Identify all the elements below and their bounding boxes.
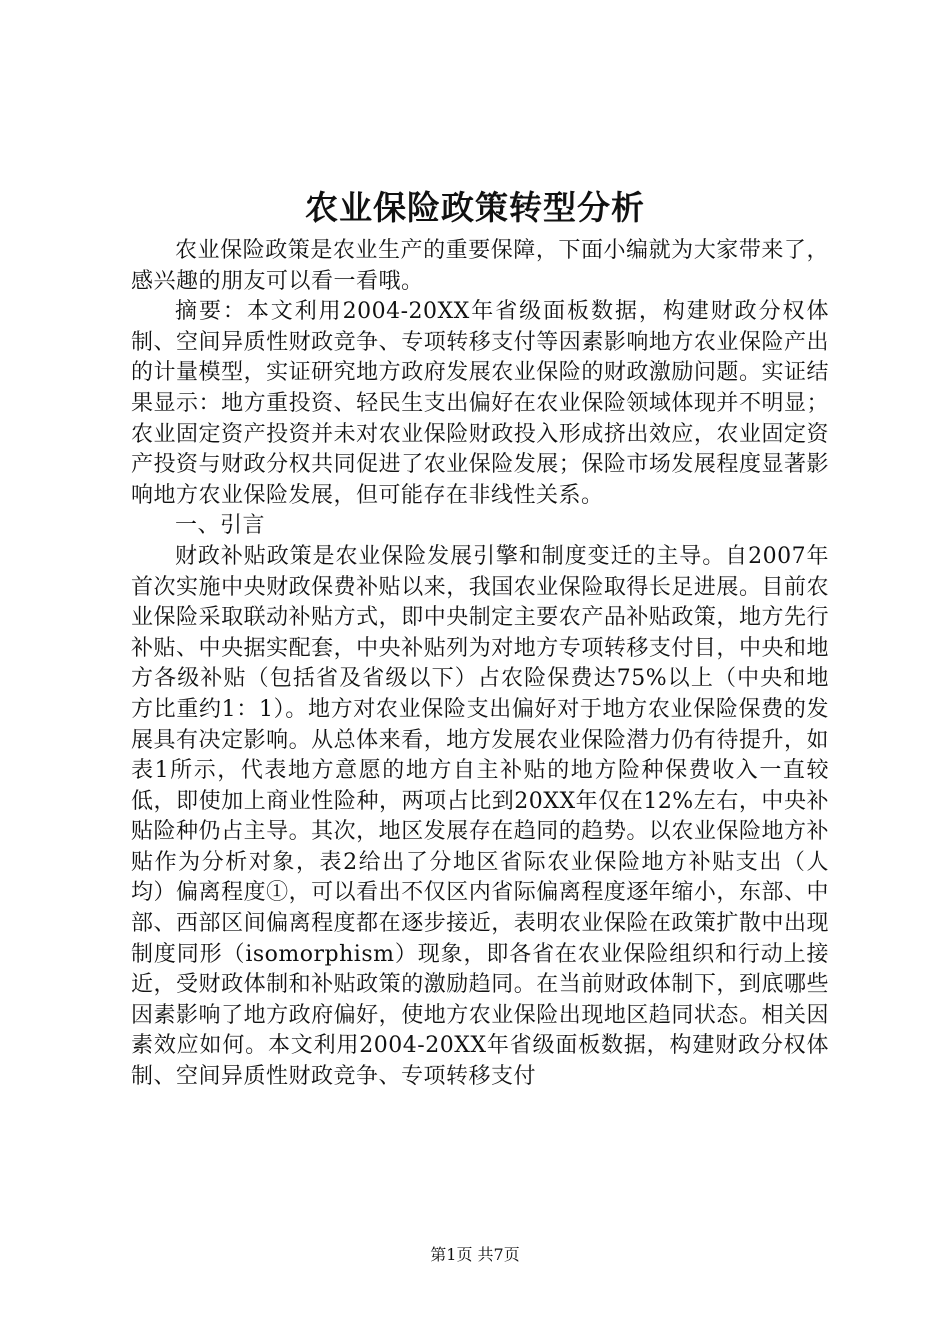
intro-paragraph: 农业保险政策是农业生产的重要保障，下面小编就为大家带来了，感兴趣的朋友可以看一看哦。 [131, 238, 829, 294]
page-footer: 第1页 共7页 [430, 1245, 520, 1264]
abstract-paragraph: 摘要：本文利用2004-20XX年省级面板数据，构建财政分权体制、空间异质性财政竞争、专项转移支付等因素影响地方农业保险产出的计量模型，实证研究地方政府发展农业保险的财政激励问题。实证结果显示：地方重投资、轻民生支出偏好在农业保险领域体现并不明显；农业固定资产投资并未对农业保险财政投入形成挤出效应，农业固定资产投资与财政分权共同促进了农业保险发展；保险市场发展程度显著影响地方农业保险发展，但可能存在非线性关系。 [131, 299, 829, 508]
document-body [131, 236, 829, 1093]
section-heading-introduction: 一、引言 [175, 513, 266, 539]
body-paragraph: 财政补贴政策是农业保险发展引擎和制度变迁的主导。自2007年首次实施中央财政保费补贴以来，我国农业保险取得长足进展。目前农业保险采取联动补贴方式，即中央制定主要农产品补贴政策，地方先行补贴、中央据实配套，中央补贴列为对地方专项转移支付目，中央和地方各级补贴（包括省及省级以下）占农险保费达75%以上（中央和地方比重约1：1）。地方对农业保险支出偏好对于地方农业保险保费的发展具有决定影响。从总体来看，地方发展农业保险潜力仍有待提升，如表1所示，代表地方意愿的地方自主补贴的地方险种保费收入一直较低，即使加上商业性险种，两项占比到20XX年仅在12%左右，中央补贴险种仍占主导。其次，地区发展存在趋同的趋势。以农业保险地方补贴作为分析对象，表2给出了分地区省际农业保险地方补贴支出（人均）偏离程度①，可以看出不仅区内省际偏离程度逐年缩小，东部、中部、西部区间偏离程度都在逐步接近，表明农业保险在政策扩散中出现制度同形（isomorphism）现象，即各省在农业保险组织和行动上接近，受财政体制和补贴政策的激励趋同。在当前财政体制下，到底哪些因素影响了地方政府偏好，使地方农业保险出现地区趋同状态。相关因素效应如何。本文利用2004-20XX年省级面板数据，构建财政分权体制、空间异质性财政竞争、专项转移支付 [131, 543, 829, 1090]
document-title: 农业保险政策转型分析 [305, 188, 645, 227]
